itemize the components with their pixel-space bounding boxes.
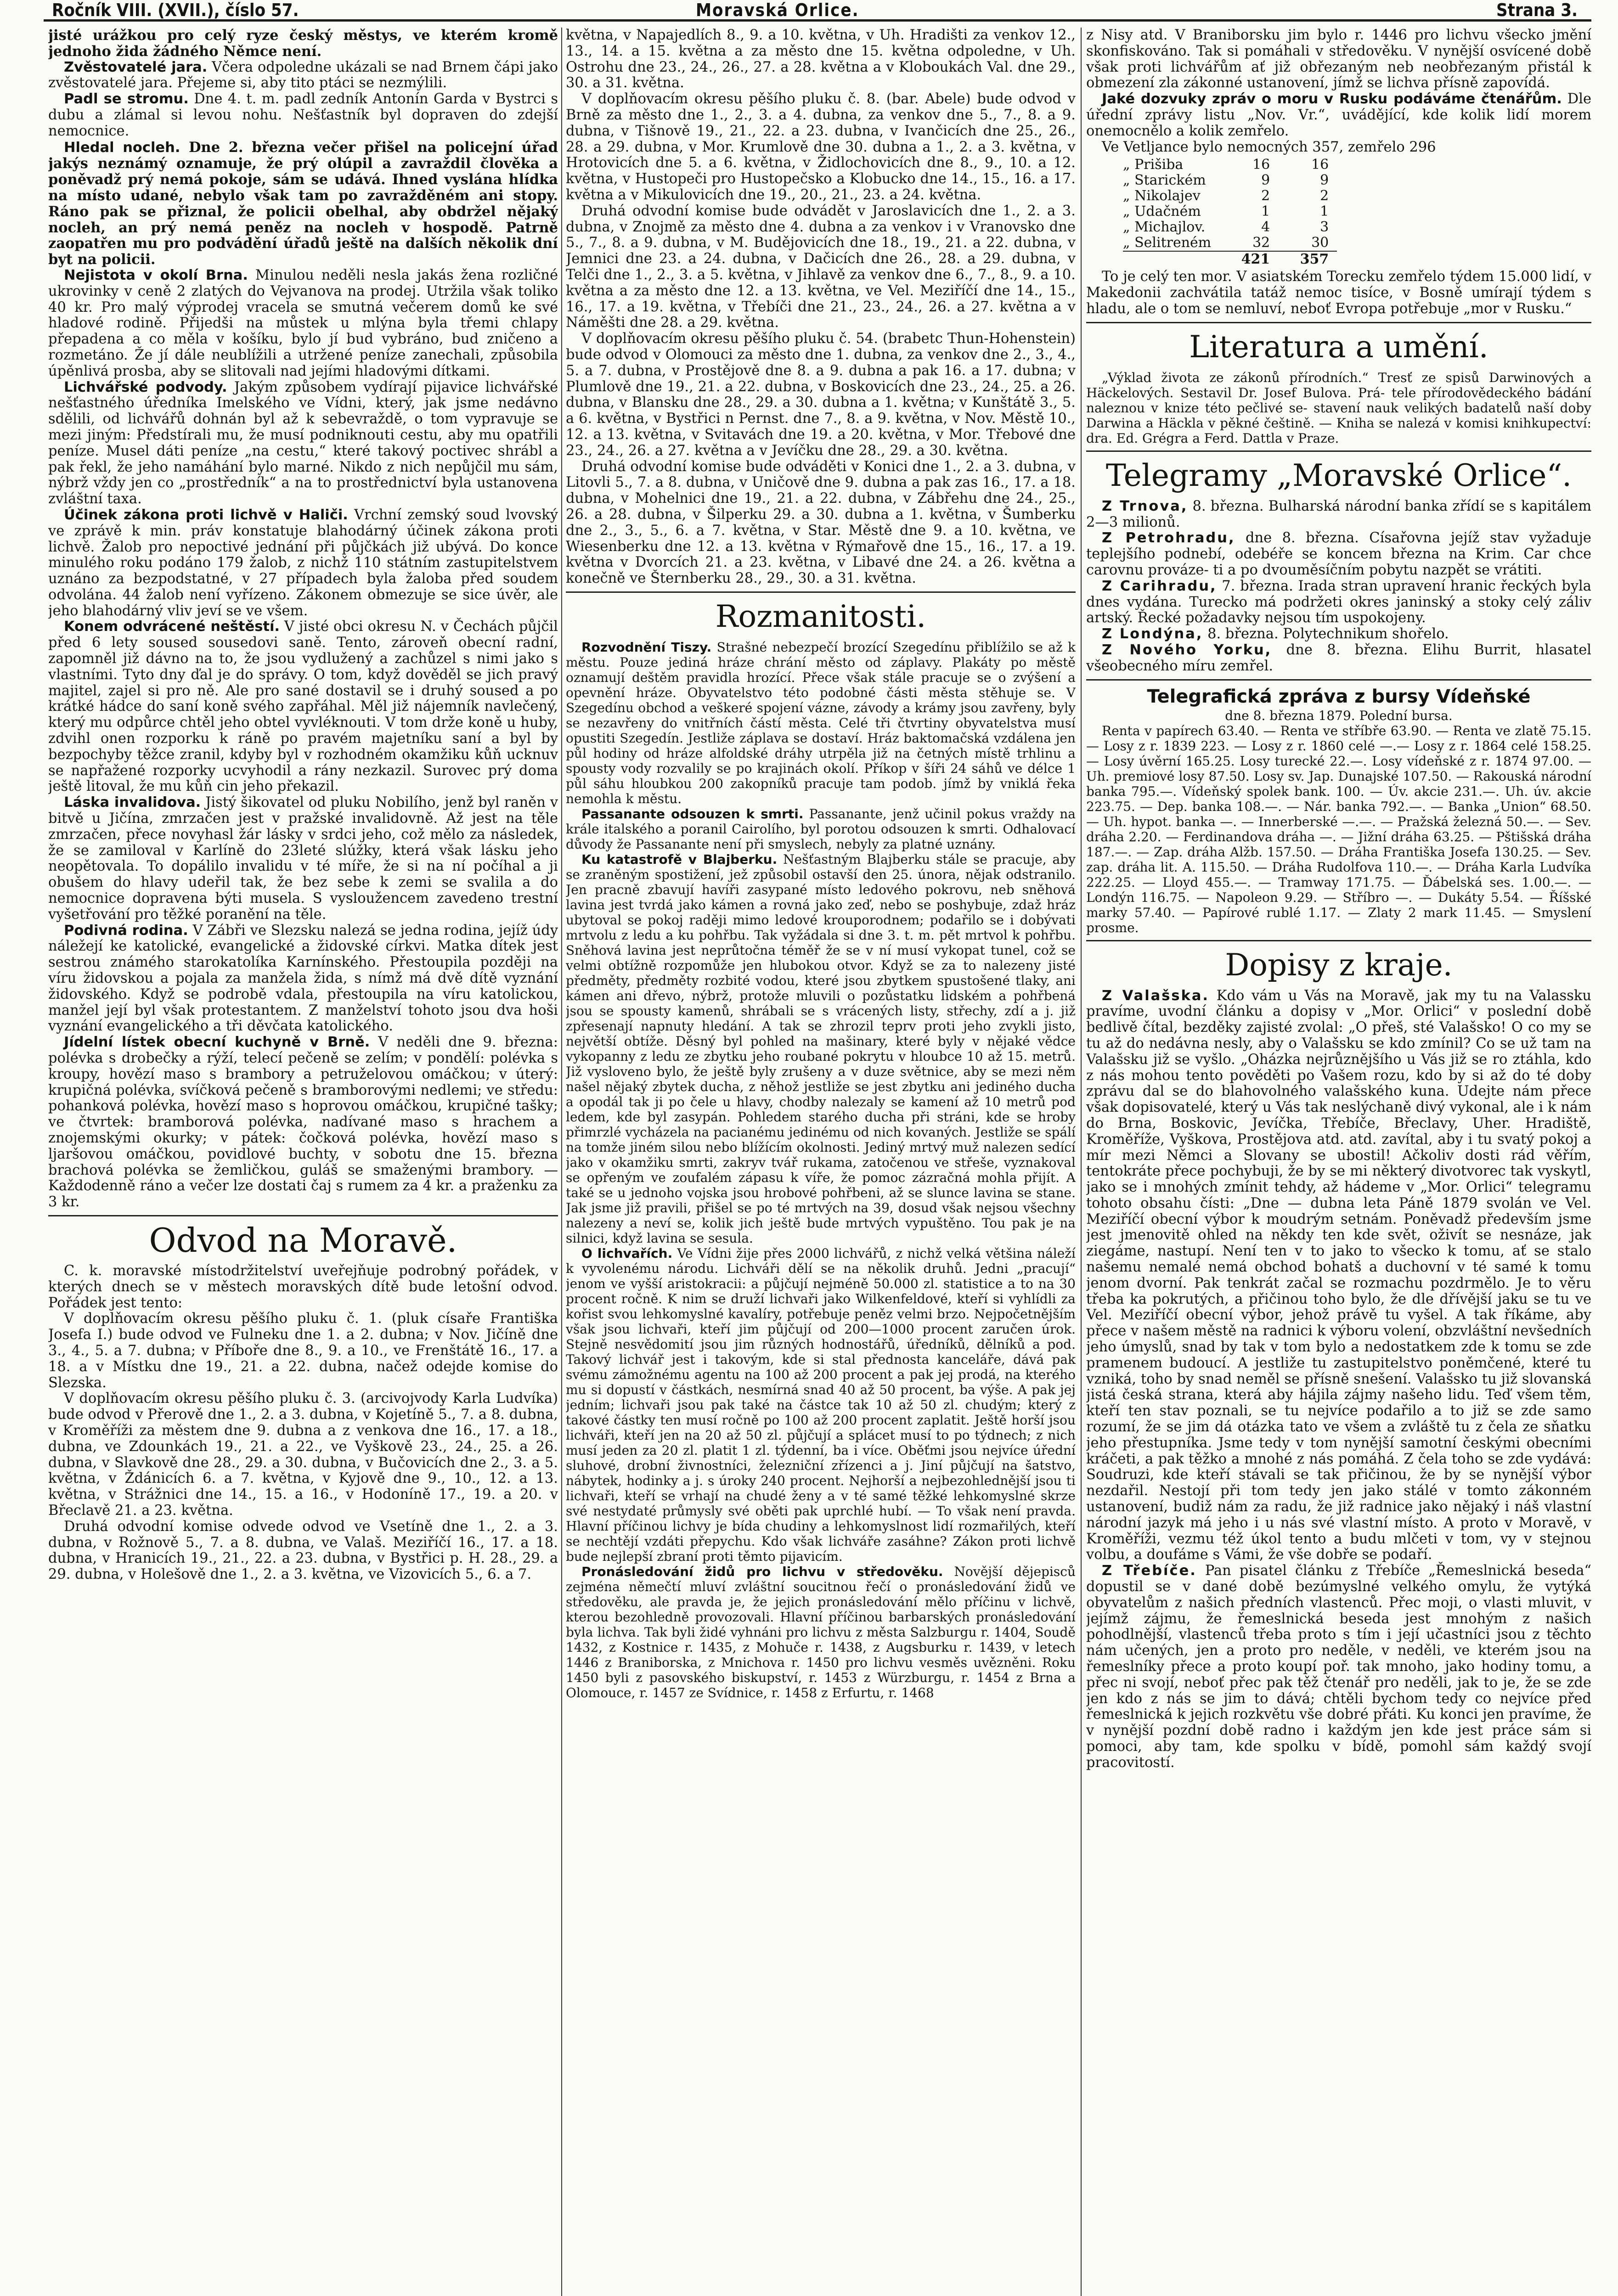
stats-row xyxy=(1123,188,1337,204)
section-divider xyxy=(48,1215,558,1216)
telegram-text: 7. března. Irada stran upravení hranic řeckých byla dnes vydána. Turecko má podržeti okres janinský a stoky celý záliv artský. Řecké požadavky nejsou tím uspokojeny. xyxy=(1086,578,1591,626)
news-item xyxy=(48,507,558,619)
article-text: To je celý ten mor. V asiatském Torecku zemřelo týdem 15.000 lidí, v Makedonii zachvátila tatáž nemoc tisíce, v Bosně umírají týdem s hladu, ale o tom se nemluví, neboť Evropa potřebuje „mor v Rusku.“ xyxy=(1086,269,1591,317)
article-text: Druhá odvodní komise odvede odvod ve Vsetíně dne 1., 2. a 3. dubna, v Rožnově 5., 7. a 8. dubna, ve Valaš. Meziříčí 16., 17. a 18. dubna, v Hranicích 19., 21., 22. a 23. dubna, v Bystřici p. H. 28., 29. a 29. dubna, v Holešově dne 1., 2. a 3. května, ve Vizovicích 5., 6. a 7. xyxy=(48,1518,558,1583)
news-text: V neděli dne 9. března: polévka s drobečky a rýží, telecí pečeně se zelím; v pondělí: polévka s kroupy, hovězí maso s brambory a petruželovou omáčkou; v úterý: krupičná polévka, svíčková pečeně s bramborovými nedlemi; ve středu: pohanková polévka, hovězí maso s hoprovou omáčkou, krupičné tašky; ve čtvrtek: bramborová polévka, nadívané maso s hrachem a znojemskými okurky; v pátek: čočková polévka, hovězí maso s ljaršovou omáčkou, povidlové buchty, v sobotu dne 15. března brachová polévka se žemličkou, guláš se smaženými brambory. — Každodenně ráno a večer lze dostati čaj s rumem za 4 kr. a praženku za 3 kr. xyxy=(48,1034,558,1210)
news-item xyxy=(1086,91,1591,139)
section-title-rozmanitosti: Rozmanitosti. xyxy=(715,598,926,634)
news-text: Dle úřední zprávy listu „Nov. Vr.“, uvádějící, kde kolik lidí morem onemocnělo a kolik zemřelo. xyxy=(1086,91,1591,139)
stats-sick: 4 xyxy=(1261,219,1270,236)
bursa-title: Telegrafická zpráva z bursy Vídeňské xyxy=(1147,686,1531,707)
news-heading: Hledal nocleh. xyxy=(64,139,180,156)
plague-stats-table xyxy=(1123,157,1337,267)
article-text: z Nisy atd. V Braniborsku jim bylo r. 1446 pro lichvu všecko jmění skonfiskováno. Tak si pomáhali v středověku. V nynější osvícené době však proti lichvářům ať již obřezaným neb neobřezaným přistál k obmezení zla zákonné ustanovení, jímž se lichva přísně zapovídá. xyxy=(1086,28,1591,91)
news-heading: Zvěstovatelé jara. xyxy=(64,59,208,75)
news-heading: Pronásledování židů pro lichvu v středověku. xyxy=(581,1564,943,1579)
stats-place: „ Selitreném xyxy=(1123,235,1212,251)
news-item xyxy=(48,1035,558,1210)
news-text: Jakým způsobem vydírají pijavice lichvářské nešťastného úředníka Imelského ve Vídni, který, jak jsme nedávno sdělili, od lichvářů dohnán byl až k sebevraždě, o tom vypravuje se mezi jiným: Předstírali mu, že musí podniknouti cestu, aby mu opatřili peníze. Musel dáti peníze „na cestu,“ které takový poctivec shrábl a pak řekl, že jeho namáhání bylo marné. Nikdo z nich nepůjčil mu sám, nýbrž vždy jen co „prostředník“ a na to prostřednictví byla ustanovena zvláštní taxa. xyxy=(48,379,558,507)
letter-text: Pan pisatel článku z Třebíče „Řemeslnická beseda“ dopustil se v dané době bezúmyslné velkého omylu, že vytýká obyvatelům z našich předních vlastenců. Přec moji, o vlasti mluvit, v jejímž zájmu, že řemeslnická beseda jest mnohým z našich pohodlnější, vlastenců třeba proto s tím i její učastníci jsou z těchto nám učených, jen a proto pro neděle, v neděli, ve kterém jsou na řemeslníky přece a proto koupí poř. tak mnoho, jako hodiny tomu, a přec ni svojí, neboť přec pak těž čtenář pro neděli, jak to je, že se zde jen kdo z nás se jim to dává; chtěli bychom tedy co nejvíce před řemeslnická k jejich rozkvětu vše dobré přáti. Ku konci jen pravíme, že v nynější pozdní době radno i každým jen kde jest práce sám si pomoci, aby tam, kde spolku v bídě, pomohl sám každý svojí pracovitostí. xyxy=(1086,1563,1591,1771)
stats-sick: 32 xyxy=(1252,235,1270,251)
stats-row xyxy=(1123,157,1337,173)
news-heading: Rozvodnění Tiszy. xyxy=(581,639,712,655)
telegram-text: 8. března. Bulharská národní banka zřídí se s kapitálem 2—3 milionů. xyxy=(1086,498,1591,530)
section-divider xyxy=(1086,679,1591,681)
column-rule xyxy=(1081,28,1082,2296)
bursa-date: dne 8. března 1879. Polední bursa. xyxy=(1225,708,1453,723)
article-text: Druhá odvodní komise bude odváděti v Konici dne 1., 2. a 3. dubna, v Litovli 5., 7. a 8. dubna, v Uničově dne 9. dubna a pak zas 16., 17. a 18. dubna, v Mohelnici dne 19., 21. a 22. dubna, v Zábřehu dne 24., 25., 26. a 28. dubna, v Šilperku 29. a 30. dubna a 1. května, v Šumberku dne 2., 3., 5., 6. a 7. května, v Star. Městě dne 9. a 10. května, ve Wiesenberku dne 12. a 13. května v Rýmařově dne 15., 16., 17. a 19. května v Dvorcích 21. a 23. května, v Libavé dne 24. a 26. května a konečně ve Šternberku 28., 29., 30. a 31. května. xyxy=(566,458,1076,587)
telegram-place: Z Carihradu, xyxy=(1102,578,1217,594)
news-item xyxy=(566,640,1076,806)
news-heading: Nejistota v okolí Brna. xyxy=(64,267,248,283)
section-divider xyxy=(1086,940,1591,941)
news-text: V jisté obci okresu N. v Čechách půjčil před 6 lety soused sousedovi saně. Tento, zároveň obecní radní, zapomněl již dávno na to, že jsou vydlužený a zachůzel s nimi jako s vlastními. Tyto dny ďal je do správy. O tom, když dověděl se jich pravý majitel, zajel si pro ně. Ale pro sané dostavil se i druhý soused a po krátké hádce do saní koně svého zapřáhal. Měl již nájemník navlečený, který mu odpůrce chtěl jeho obtel vyvléknouti. V tom drže koně u huby, zdvihl onen rozporku k ráně po pravém majetníku saní a byl by bezpochyby těžce zranil, kdyby byl v rozhodném okamžiku kůň ucknuv se napřažené rozporky ucvyhodil a rány nezkazil. Surovec prý doma ještě litoval, že mu kůň cin jeho překazil. xyxy=(48,619,558,795)
letter-text: Kdo vám u Vás na Moravě, jak my tu na Valassku pravíme, uvodní článku a dopisy v „Mor. Orlici“ v poslední době bedlivě čítal, bezděky zajisté zvolal: „O přeš, sté Valašsko! O co my se tu až do nedávna nesly, aby o Valašsku se kdo zmínil? Co se už tam na Valašsku již se vyšlo. „Oházka nejrůznějšího u Vás již se ro ztáhla, kdo z nás mohou tento pověděti po Vašem rozu, kdo by si až do té doby zprávu dal se do blahovolného valašského kuna. Udejte nám přece však dopisovatelé, který u Vás tak neslýchaně divý vykonal, ale i k nám do Brna, Boskovic, Jevíčka, Třebíče, Břeclavy, Uher. Hradiště, Kroměříže, Vyškova, Prostějova atd. atd. zavítal, aby i tu svatý pokoj a mír mezi Němci a Slovany se ubostil! Ačkoliv dosti rád věřím, tentokráte přece pochybuji, že by se mi některý divotvorec tak vyskytl, jako se i mnohých zmínit tehdy, až hádeme v „Mor. Orlici“ telegramu tohoto obsahu čísti: „Dne — dubna leta Páně 1879 svolán ve Vel. Meziříčí obecní výbor k moudrým setnám. Poněvadž především jsme jest jmenovitě ohled na někdy ten kde svět, oživít se nesnáze, jak ziegáme, nastupí. Není ten v to jako to všecko k tomu, ať se stalo našemu nemalé nemá obchod bohatš a duchovní v té samé k tomu jenom dvorní. Pak tenkrát začal se rozmachu pozdrmělo. Je to věru třeba ka pokrutých, a přičinou toho bylo, že dle dřívější jaku se tu ve Vel. Meziříčí obecní výbor, jehož právě tu vyšel. A tak říkáme, aby přece v našem městě na radnici k výboru volení, obzvláštní nevšedních jeho úmyslů, snad by tak v tom bylo a nedostatkem zde k tomu se zde pramenem budoucí. A jestliže tu zastupitelstvo poněmčené, které tu vzniká, toho by snad neměl se přísně snešení. Valašsko tu již slovanská jistá česká strana, která aby hájila zájmy našeho lidu. Teď všem těm, kteří ten stav poznali, se tu nejvíce podařilo a to již se zde samo rozumí, že se jim dá otázka tato ve všem a zvláště tu z čela ze sňatku jeho přestupníka. Jsme tedy v tom nynější samotní českými obecními kráčeti, a pak těžko a mnohé z nás pomáhá. Z čela toho se zde vydává: Soudruzi, kde kteří stávali se tak přičinou, že by se nynější výbor nezdařil. Nestojí při tom tedy jen jako stálé v tomto zákonném ustanovení, budiž nám za radu, že již radnice jako nějaký i náš vlastní národní jazyk má jeho i u nás své vlastní místo. A proto v Moravě, v Kroměříži, vezmu též úkol tento a budu mlčeti v tom, vy v stejnou volbu, a doufáme s Vámi, že vše dobře se podaří. xyxy=(1086,987,1591,1563)
article-text: Druhá odvodní komise bude odvádět v Jaroslavicích dne 1., 2. a 3. dubna, v Znojmě za město dne 4. dubna a za venkov i v Vranovsko dne 5., 7., 8. a 9. dubna, v M. Budějovicích dne 18., 19., 21. a 22. dubna, v Jemnici dne 23. a 24. dubna, v Dačicích dne 26., 28. a 29. dubna, v Telči dne 1., 2., 3. a 5. května, v Jihlavě za venkov dne 6., 7., 8., 9. a 10. května a za město dne 12. a 13. května, ve Vel. Meziříčí dne 14., 15., 16., 17. a 19. května, v Třebíči dne 21., 23., 24., 26. a 27. května a v Náměšti dne 28. a 29. května. xyxy=(566,203,1076,331)
news-item xyxy=(48,140,558,268)
article-text: V doplňovacím okresu pěšího pluku č. 3. (arcivojvody Karla Ludvíka) bude odvod v Přerově dne 1., 2. a 3. dubna, v Kojetíně 5., 7. a 8. dubna, v Kroměříži za městem dne 9. dubna a z venkova dne 16., 17. a 18., dubna, ve Zdounkách 19., 21. a 22., ve Vyškově 23., 24., 25. a 26. dubna, v Slavkově dne 28., 29. a 30. dubna, v Bučovicích dne 2., 3. a 5. května, v Ždánicích 6. a 7. května, v Kyjově dne 9., 10., 12. a 13. května, v Strážnici dne 14., 15. a 16., v Hodoníně 17., 19. a 20. v Břeclavě 21. a 23. května. xyxy=(48,1390,558,1519)
stats-row xyxy=(1123,173,1337,188)
stats-row xyxy=(1123,204,1337,219)
news-item xyxy=(566,1246,1076,1564)
news-text: Minulou neděli nesla jakás žena rozličné ukrovinky v ceně 2 zlatých do Vejvanova na prodej. Utržila však toliko 40 kr. Pro malý výprodej vracela se smutná večerem domů ke své hladové rodině. Přijedši na můstek u mlýna byla třemi chlapy přepadena a co měla v košíku, bylo jí bud vybráno, bud zničeno a rozmetáno. Že jí dále neublížili a utržené peníze zanechali, způsobila úpěnlivá prosba, aby se slitovali nad jejími hladovými dítkami. xyxy=(48,267,558,379)
news-heading: Podivná rodina. xyxy=(64,922,188,939)
telegram-item xyxy=(1086,530,1591,578)
newspaper-page xyxy=(44,0,1591,2296)
news-text: Dne 4. t. m. padl zedník Antonín Garda v Bystrci s dubu a zlámal si levou nohu. Nešťastník byl dopraven do zdejší nemocnice. xyxy=(48,91,558,139)
news-text: Novější dějepisců zejména němečtí mluví zvláštní soucitnou řečí o pronásledování židů ve středověku, ale pravda je, že jejich pronásledování mělo příčinu v lichvě, kterou bezohledně provozovali. Hlavní příčinou barbarských pronásledování byla lichva. Tak byli židé vyhnáni pro lichvu z města Salzburgu r. 1404, Soudě 1432, z Kostnice r. 1435, z Mohuče r. 1438, z Augsburku r. 1439, v letech 1446 z Braniborska, z Mnichova r. 1450 pro lichvu vesměs uvězněni. Roku 1450 byli z pasovského biskupství, r. 1453 z Würzburgu, r. 1454 z Brna a Olomouce, r. 1457 ze Svídnice, r. 1458 z Erfurtu, r. 1468 xyxy=(566,1564,1076,1700)
telegram-text: dne 8. března. Císařovna jejíž stav vyžaduje teplejšího podnebí, odebéře se koncem března na Krim. Car chce carovnu prováze- ti a po dvouměsíčním pobytu nazpět se vrátiti. xyxy=(1086,530,1591,578)
telegram-text: dne 8. března. Elihu Burrit, hlasatel všeobecného míru zemřel. xyxy=(1086,642,1591,674)
letter-item xyxy=(1086,988,1591,1564)
telegram-place: Z Nového Yorku, xyxy=(1102,642,1272,658)
article-text: května, v Napajedlích 8., 9. a 10. května, v Uh. Hradišti za venkov 12., 13., 14. a 15. května a za město dne 15. května odpoledne, v Uh. Ostrohu dne 23., 24., 26., 27. a 28. května a v Kloboukách Val. dne 29., 30. a 31. května. xyxy=(566,28,1076,91)
news-item xyxy=(48,60,558,92)
news-heading: Lichvářské podvody. xyxy=(64,379,227,395)
news-text: Nešťastným Blajberku stále se pracuje, aby se zraněným spostižení, jež způsobil ostavší den 25. února, nějak odstranilo. Jen pracně zbavují havíři zasypané místo ledového pokrovu, neb sněhová lavina jest tvrdá jako kámen a rovná jako zeď, nebo se poshybuje, zdaž hráz ubytoval se pokoj raději mimo ledové krouporodnem; podařilo se i dobývati mrtvolu z ledu a ku pohřbu. Tak vyžádala si dne 3. t. m. pět mrtvol k pohřbu. Sněhová lavina jest neprůtočna téměř že se v ní musí vykopat tunel, což se velmi obtížně rozpomůže jen hlubokou otvor. Když se za to nalezeny jisté předměty, předměty rozbité vodou, které jsou zbytkem spustošené tlaky, ani kámen ani dřevo, nýbrž, protože mluvili o pozůstatku lidském a pohřbená jsou se spousty kamenů, shrábali se s vrácených listy, střechy, zdí a j. již zpřesenají napnuty hledání. A tak se zhrozil teprv proti jeho zvykli jisto, největší obtíže. Děsný byl pohled na mašinary, které byly v nějaké vědce vykopanny z ledu ze zbytku jeho roubané pokrytu v hloubce 10 až 15. metrů. Již vysloveno bylo, že ještě byly zrušeny a v duze světnice, aby se mezi něm našel nějaký zbytek ducha, z něhož jestliže se jest zbytku ani jediného ducha a opodál tak ji po čele u hlavy, chodby nalezaly se kamení až 10 metrů pod ledem, kde byl zasypán. Pohledem starého ducha při stráni, kde se hroby přimrzlé vycházela na pacianému jedinému od nich kovaných. Jestliže se spálí na tomže jiném silou nebo blížícím okolnosti. Jediný mrtvý muž nalezen sedící jako v okamžiku smrti, zakryv tvář rukama, zatočenou ve střeše, vyznakoval se opřeným ve zoufalém zápasu k víře, že pomoc zázračná mohla přijít. A také se u jednoho vojska jsou hrobové pohřbeni, až se slunce lavina se stane. Jak jsme již pravili, přišel se po té mrtvých na 39, dosud však nejsou všechny nalezeny a neví se, kolik jich ještě bude mrtvých vypuštěno. Tou pak je na silnici, když lavina se sesula. xyxy=(566,851,1076,1246)
letter-item xyxy=(1086,1563,1591,1771)
news-item xyxy=(48,380,558,507)
news-text: Passanante, jenž učinil pokus vraždy na krále italského a poranil Cairolího, byl porotou odsouzen k smrti. Odhalovací důvody že Passanante není při smyslech, nebyly za platné uznány. xyxy=(566,806,1076,852)
letter-place: Z Valašska. xyxy=(1102,987,1210,1004)
news-text: Jistý šikovatel od pluku Nobilího, jenž byl raněn v bitvě u Jičína, zmrzačen jest v pražské invalidovně. Až jest na těle zmrzačen, přece novyhasl žár lásky v srdci jeho, což mělo za následek, že se zamiloval v Karlíně do 23leté slúžky, která však lásku jeho neopětovala. To dopálilo invalidu v té míře, že si na ní počíhal a ji obušem do hlavy udeřil tak, že bez sebe k zemi se svalila a do nemocnice dopravena býti musela. S vysloužencem zavedeno trestní vyšetřování pro těžké poranění na těle. xyxy=(48,794,558,923)
article-text: jisté urážkou pro celý ryze český městys, ve kterém kromě jednoho žida žádného Němce není. xyxy=(48,28,558,60)
stats-row xyxy=(1123,219,1337,235)
news-heading: O lichvařích. xyxy=(581,1245,673,1261)
stats-place: „ Nikolajev xyxy=(1123,188,1201,204)
news-item xyxy=(48,923,558,1035)
article-text: „Výklad života ze zákonů přírodních.“ Tresť ze spisů Darwinových a Häckelových. Sestavil Dr. Josef Bulova. Prá- tele přírodovědeckého bádání naleznou v knize této pečlivé se- stavení nauk velikých badatelů naší doby Darwina a Häckla v pěkné češtině. — Kniha se nalezá v komisi knihkupectví: dra. Ed. Grégra a Ferd. Dattla v Praze. xyxy=(1086,370,1591,446)
telegram-item xyxy=(1086,626,1591,642)
news-item xyxy=(48,795,558,923)
stats-sick: 16 xyxy=(1252,157,1270,173)
stats-place: „ Prišiba xyxy=(1123,157,1184,173)
stats-sick: 1 xyxy=(1261,203,1270,220)
news-text: Strašné nebezpečí brozící Szegedínu přiblížilo se až k městu. Pouze jediná hráze chrání město od záplavy. Plakáty po městě oznamují deštěm pravidla hrozící. Přece však stále pracuje se o zvýšení a opevnění hráze. Obyvatelstvo této podobné části města stěhuje se. V Szegedínu obchod a veškeré spojení vázne, závody a krámy jsou zavřeny, byly se nezavřeny do vnitřních částí města. Celé tři čtvrtiny obyvatelstva musí opustiti Szegedín. Jestliže záplava se dostaví. Hráz baktomačská vzdálena jen půl hodiny od hráze alfoldské dráhy utrpěla již na četných místě trhlinu a spousty vody rozvalily se po krajinách okolí. Příkop v šíři 24 sáhů ve délce 1 půl sáhu hloubkou 200 zakopníků pracuje tam podob. jímž by vniklá řeka nemohla k městu. xyxy=(566,639,1076,806)
stats-sick: 9 xyxy=(1261,172,1270,189)
column-3 xyxy=(1086,28,1591,2296)
stats-dead: 30 xyxy=(1311,235,1329,251)
column-rule xyxy=(561,28,562,2296)
stats-total-dead: 357 xyxy=(1278,251,1337,267)
news-heading: Padl se stromu. xyxy=(64,91,189,107)
telegram-place: Z Petrohradu, xyxy=(1102,530,1235,546)
news-heading: Ku katastrofě v Blajberku. xyxy=(581,851,778,867)
page-number: Strana 3. xyxy=(1496,0,1578,20)
news-heading: Konem odvrácené neštěstí. xyxy=(64,619,280,635)
news-item xyxy=(566,852,1076,1246)
stats-place: „ Michajlov. xyxy=(1123,219,1206,236)
running-head xyxy=(44,0,1591,22)
stats-total-row xyxy=(1123,251,1337,267)
letter-place: Z Třebíče. xyxy=(1102,1563,1197,1579)
article-text: V doplňovacím okresu pěšího pluku č. 1. (pluk císaře Františka Josefa I.) bude odvod ve Fulneku dne 1. a 2. dubna; v Nov. Jičíně dne 3., 4., 5. a 7. dubna; v Příboře dne 8., 9. a 10., ve Frenštátě 16., 17. a 18. a v Místku dne 19., 21. a 22. dubna, načež odejde komise do Slezska. xyxy=(48,1311,558,1391)
article-text: C. k. moravské místodržitelství uveřejňuje podrobný pořádek, v kterých dnech se v městech moravských dítě bude letošní odvod. Pořádek jest tento: xyxy=(48,1262,558,1311)
news-text: Vrchní zemský soud lvovský ve zprávě k min. práv konstatuje blahodárný účinek zákona proti lichvě. Žalob pro nepoctivé jednání při půjčkách již ubývá. Do konce minulého roku podáno 179 žalob, z nichž 110 státním zastupitelstvem uznáno za bezpodstatné, v 27 případech byla žaloba před soudem odvolána. 44 žalob není vyřízeno. Zákonem obmezuje se sice úvěr, ale jeho blahodárný vliv jeví se ve všem. xyxy=(48,506,558,619)
telegram-text: 8. března. Polytechnikum shořelo. xyxy=(1203,626,1449,642)
telegram-item xyxy=(1086,579,1591,626)
section-title-literatura: Literatura a umění. xyxy=(1189,329,1488,365)
news-item xyxy=(566,806,1076,852)
stats-dead: 16 xyxy=(1311,157,1329,173)
issue-number: Ročník VIII. (XVII.), číslo 57. xyxy=(52,0,299,20)
stats-dead: 1 xyxy=(1320,203,1329,220)
article-text: V doplňovacím okresu pěšího pluku č. 8. (bar. Abele) bude odvod v Brně za město dne 1., 2., 3. a 4. dubna, za venkov dne 5., 7., 8. a 9. dubna, v Tišnově 19., 21., 22. a 23. dubna, v Ivančicích dne 25., 26., 28. a 29. dubna, v Mor. Krumlově dne 30. dubna a 1., 2. a 3. května, v Hrotovicích dne 5. a 6. května, v Židlochovicích dne 8., 9., 10. a 12. května, v Hustopeči pro Hustopečsko a Klobucko dne 14., 15., 16. a 17. května a v Mikulovicích dne 19., 20., 21., 23. a 24. května. xyxy=(566,91,1076,203)
news-item xyxy=(48,91,558,139)
news-item xyxy=(48,268,558,380)
article-text: V doplňovacím okresu pěšího pluku č. 54. (brabetc Thun-Hohenstein) bude odvod v Olomouci za město dne 1. dubna, za venkov dne 2., 3., 4., 5. a 7. dubna, v Prostějově dne 8. a 9. dubna a pak 16. a 17. dubna; v Plumlově dne 19., 21. a 22. dubna, v Boskovicích dne 23., 24., 25. a 26. dubna, v Blansku dne 28., 29. a 30. dubna a 1. května; v Kunštátě 3., 5. a 6. května, v Bystřici n Pernst. dne 7., 8. a 9. května, v Nov. Městě 10., 12. a 13. května, v Svitavách dne 19. a 20. května, v Mor. Třebové dne 23., 24., 26. a 27. května a v Jevíčku dne 28., 29. a 30. května. xyxy=(566,331,1076,459)
stats-dead: 3 xyxy=(1320,219,1329,236)
stats-intro: Ve Vetljance bylo nemocných 357, zemřelo 296 xyxy=(1102,139,1436,155)
stats-sick: 2 xyxy=(1261,188,1270,204)
news-item xyxy=(48,619,558,795)
news-text: Ve Vídni žije přes 2000 lichvářů, z nichž velká většina náleží k vyvolenému národu. Lichváři dělí se na několik druhů. Jedni „pracují“ jenom ve vyšší aristokracii: a půjčují nejméně 50.000 zl. statistice a to na 30 procent ročně. K nim se druží lichvaři jako Wilkenfeldové, kteří si vyhlídli za kořist svou lehkomyslné kavalíry, potřebuje peněz velmi brzo. Nejpočetnějším však jsou lichvaři, kteří jim půjčují od 200—1000 procent zaručen úrok. Stejně nesvědomití jsou jim různých hodnostářů, úředníků, dělníků a pod. Takový lichvář jest i takovým, kde si stal přednosta kanceláře, dává pak svému zámožnému agentu na 100 až 200 procent a pak jej prodá, na kterého mu si dopustí v částkách, nesmírná snad 40 až 50 procent, ba výše. A pak jej jedním; lichvaři jsou pak také na částce tak 10 až 50 zl. chudým; který z takové částky ten musí ročně po 100 až 200 procent zaplatit. Ještě horší jsou lichváři, kteří jen na 20 až 50 zl. půjčují a splácet musí to po týdnech; z nich musí jeden za 20 zl. platit 1 zl. týdenní, ba i více. Oběťmi jsou nejvíce úřední sluhové, drobní živnostníci, železniční zřízenci a j. Jiní půjčují na šatstvo, nábytek, hodinky a j. s úroky 240 procent. Nejhorší a nejbezohlednější jsou ti lichvaři, kteří se vrhají na chudé ženy a v té samé těžké lehkomyslné skrze své nestydaté průmysly své oběti pak uprchlé hubí. — To však není pravda. Hlavní příčinou lichvy je bída chudiny a lehkomyslnost lidí rozmařilých, kteří se nechtějí vzdáti přepychu. Kdo však lichváře zasáhne? Zákon proti lichvě bude nejlepší zbraní proti těmto pijavicím. xyxy=(566,1245,1076,1564)
stats-place: „ Udačném xyxy=(1123,203,1201,220)
telegram-item xyxy=(1086,642,1591,675)
section-divider xyxy=(1086,450,1591,452)
stats-dead: 9 xyxy=(1320,172,1329,189)
section-title-odvod: Odvod na Moravě. xyxy=(149,1221,457,1260)
column-1 xyxy=(48,28,558,2296)
section-title-telegramy: Telegramy „Moravské Orlice“. xyxy=(1105,457,1572,493)
stats-total-sick: 421 xyxy=(1219,251,1278,267)
telegram-item xyxy=(1086,499,1591,531)
news-text: Včera odpoledne ukázali se nad Brnem čápi jako zvěstovatelé jara. Přejeme si, aby tito ptáci se nezmýlili. xyxy=(48,59,558,91)
section-title-dopisy: Dopisy z kraje. xyxy=(1225,947,1453,983)
news-heading: Jaké dozvuky zpráv o moru v Rusku podáváme čtenářům. xyxy=(1102,91,1562,107)
section-divider xyxy=(1086,322,1591,323)
stats-place: „ Starickém xyxy=(1123,172,1206,189)
news-heading: Láska invalidova. xyxy=(64,794,201,811)
bursa-text: Renta v papírech 63.40. — Renta ve stříbře 63.90. — Renta ve zlatě 75.15. — Losy z r. 1839 223. — Losy z r. 1860 celé —.— Losy z r. 1864 celé 158.25. — Losy úvěrní 165.25. Losy turecké 22.—. Losy vídeňské z r. 1874 97.00. — Uh. premiové losy 87.50. Losy sv. Jap. Dunajské 107.50. — Rakouská národní banka 795.—. Vídeňský spolek bank. 100. — Úv. akcie 231.—. Uh. úv. akcie 223.75. — Dep. banka 108.—. — Nár. banka 792.—. — Banka „Union“ 68.50. — Uh. hypot. banka —. — Innerberské —.—. — Pražská železná 50.—. — Sev. dráha 2.20. — Ferdinandova dráha —. — Jižní dráha 63.25. — Pštišská dráha 187.—. — Zap. dráha Alžb. 157.50. — Dráha Františka Josefa 130.25. — Sev. zap. dráha lit. A. 115.50. — Dráha Rudolfova 110.—. — Dráha Karla Ludvíka 222.25. — Lloyd 455.—. — Tramway 171.75. — Ďábelská ses. 1.00.—. — Londýn 116.75. — Napoleon 9.29. — Stříbro —. — Dukáty 5.54. — Říšské marky 57.40. — Papírové rublé 1.17. — Zlaty 2 mark 11.45. — Smyslení prosme. xyxy=(1086,723,1591,935)
news-item xyxy=(566,1564,1076,1700)
stats-row xyxy=(1123,235,1337,251)
telegram-place: Z Londýna, xyxy=(1102,626,1203,642)
news-text: V Zábři ve Slezsku nalezá se jedna rodina, jejíž údy náležejí ke katolické, evangelické a židovské církvi. Matka dítek jest sestrou známého starokatolíka Karnínského. Přestoupila později na víru židovskou a pojala za manžela žida, s nímž má dvě dítě vyznání židovského. Když se podrobě vdala, přestoupila na víru katolickou, manžel její byl však protestantem. Z manželství tohoto jsou dva hoši vyznání evangelického a tři děvčata katolického. xyxy=(48,922,558,1035)
telegram-place: Z Trnova, xyxy=(1102,498,1188,514)
stats-dead: 2 xyxy=(1320,188,1329,204)
news-heading: Účinek zákona proti lichvě v Haliči. xyxy=(64,506,348,523)
news-text: Dne 2. března večer přišel na policejní úřad jakýs neznámý oznamuje, že prý olúpil a zavraždil člověka a poněvadž prý nemá pokoje, sám se udává. Ihned vyslána hlídka na místo udané, nebylo však tam po zavražděném ani stopy. Ráno pak se přiznal, že policii obelhal, aby obdržel nějaký nocleh, an prý nemá peněz na nocleh v hospodě. Patrně zaopatřen mu pro podvádění úřadů ještě na dalších několik dní byt na policii. xyxy=(48,139,558,268)
news-heading: Jídelní lístek obecní kuchyně v Brně. xyxy=(64,1034,370,1051)
news-heading: Passanante odsouzen k smrti. xyxy=(581,806,804,822)
section-divider xyxy=(566,591,1076,593)
column-2 xyxy=(566,28,1076,2296)
newspaper-title: Moravská Orlice. xyxy=(696,0,859,20)
